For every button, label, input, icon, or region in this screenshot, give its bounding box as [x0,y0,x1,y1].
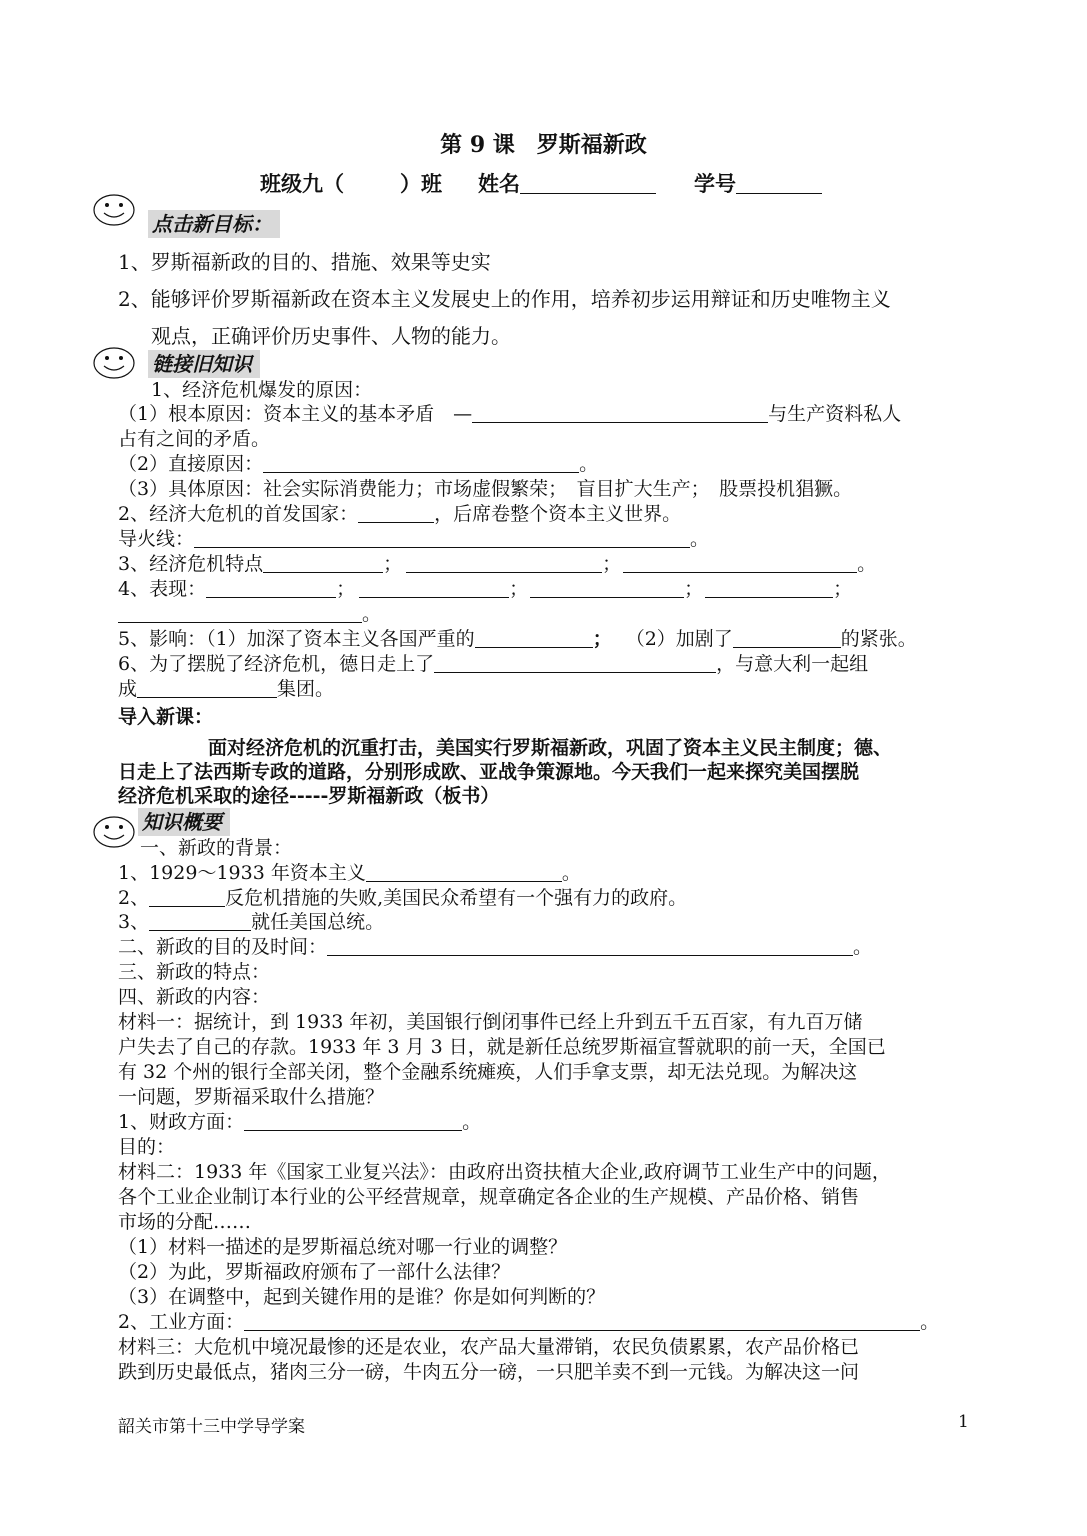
material-1-line-4: 一问题，罗斯福采取什么措施？ [118,1086,385,1108]
material-2-line-1: 材料二：1933 年《国家工业复兴法》：由政府出资扶植大企业,政府调节工业生产中的问题， [118,1161,891,1183]
old-line-7: 导火线： 。 [118,528,710,550]
purpose-line: 目的： [118,1136,176,1158]
material-3-line-1: 材料三：大危机中境况最惨的还是农业，农产品大量滞销，农民负债累累，农产品价格已 [118,1336,860,1358]
fill-blank[interactable] [705,578,833,598]
fill-blank[interactable] [149,911,251,931]
smiley-icon [92,346,136,380]
overview-line-1: 一、新政的背景： [140,837,293,859]
old-line-13: 成 集团。 [118,678,335,700]
page-title: 第 9 课 罗斯福新政 [440,132,647,158]
material-2-line-2: 各个工业企业制订本行业的公平经营规章，规章确定各企业的生产规模、产品价格、销售 [118,1186,860,1208]
goal-item-1: 1、罗斯福新政的目的、措施、效果等史实 [118,250,491,274]
finance-line: 1、财政方面： 。 [118,1111,482,1133]
intro-paragraph-2: 日走上了法西斯专政的道路，分别形成欧、亚战争策源地。今天我们一起来探究美国摆脱 [118,761,860,783]
question-2: （2）为此，罗斯福政府颁布了一部什么法律？ [118,1261,511,1283]
fill-blank[interactable] [244,1311,920,1331]
fill-blank[interactable] [263,553,383,573]
id-label: 学号 [694,171,736,196]
old-line-2: （1）根本原因：资本主义的基本矛盾 — 与生产资料私人 [118,403,902,425]
name-label: 姓名 [478,171,520,196]
material-1-line-1: 材料一：据统计，到 1933 年初，美国银行倒闭事件已经上升到五千五百家，有九百万储 [118,1011,863,1033]
footer-school: 韶关市第十三中学导学案 [118,1417,305,1437]
industry-line: 2、工业方面： 。 [118,1311,940,1333]
smiley-icon [92,193,136,227]
fill-blank[interactable] [406,553,602,573]
class-label: 班级九（ [260,171,344,196]
overview-line-3: 2、 反危机措施的失败,美国民众希望有一个强有力的政府。 [118,887,688,909]
intro-paragraph-1: 面对经济危机的沉重打击，美国实行罗斯福新政，巩固了资本主义民主制度；德、 [208,737,893,759]
overview-line-4: 3、 就任美国总统。 [118,911,385,933]
fill-blank[interactable] [475,628,593,648]
question-1: （1）材料一描述的是罗斯福总统对哪一行业的调整？ [118,1236,568,1258]
old-line-11: 5、影响：（1）加深了资本主义各国严重的 ； （2）加剧了 的紧张。 [118,628,917,650]
material-1-line-3: 有 32 个州的银行全部关闭，整个金融系统瘫痪，人们手拿支票，却无法兑现。为解决这 [118,1061,858,1083]
fill-blank[interactable] [530,578,684,598]
fill-blank[interactable] [194,528,690,548]
old-line-9: 4、表现： ； ； ； ； [118,578,853,600]
old-line-4: （2）直接原因： 。 [118,453,599,475]
question-3: （3）在调整中，起到关键作用的是谁？你是如何判断的？ [118,1286,606,1308]
old-line-6: 2、经济大危机的首发国家： ，后席卷整个资本主义世界。 [118,503,682,525]
page-number: 1 [958,1412,969,1432]
overview-line-6: 三、新政的特点： [118,961,271,983]
old-line-3: 占有之间的矛盾。 [118,428,271,450]
overview-line-7: 四、新政的内容： [118,986,271,1008]
material-1-line-2: 户失去了自己的存款。1933 年 3 月 3 日，就是新任总统罗斯福宣誓就职的前一天，全国已 [118,1036,886,1058]
old-line-8: 3、经济危机特点 ； ； 。 [118,553,877,575]
fill-blank[interactable] [472,403,768,423]
class-suffix: ）班 [400,171,442,196]
intro-paragraph-3: 经济危机采取的途径-----罗斯福新政（板书） [118,785,500,807]
name-blank[interactable] [520,174,656,194]
old-line-5: （3）具体原因：社会实际消费能力；市场虚假繁荣； 盲目扩大生产； 股票投机猖獗。 [118,478,853,500]
fill-blank[interactable] [263,453,579,473]
fill-blank[interactable] [434,653,716,673]
fill-blank[interactable] [149,887,225,907]
fill-blank[interactable] [366,862,562,882]
old-line-10: 。 [118,602,381,626]
section-intro: 导入新课： [118,706,214,728]
material-3-line-2: 跌到历史最低点，猪肉三分一磅，牛肉五分一磅，一只肥羊卖不到一元钱。为解决这一问 [118,1361,860,1383]
section-overview: 知识概要 [138,808,230,836]
fill-blank[interactable] [244,1111,462,1131]
goal-item-2: 2、能够评价罗斯福新政在资本主义发展史上的作用，培养初步运用辩证和历史唯物主义 [118,287,891,311]
fill-blank[interactable] [327,936,853,956]
old-line-12: 6、为了摆脱了经济危机，德日走上了 ，与意大利一起组 [118,653,869,675]
old-line-1: 1、经济危机爆发的原因： [151,379,373,401]
goal-item-2-continued: 观点，正确评价历史事件、人物的能力。 [151,324,511,348]
student-info [260,170,822,198]
overview-line-5: 二、新政的目的及时间： 。 [118,936,873,958]
overview-line-2: 1、1929～1933 年资本主义 。 [118,862,581,884]
fill-blank[interactable] [358,503,434,523]
section-goals: 点击新目标： [148,210,280,238]
fill-blank[interactable] [137,678,277,698]
section-old-knowledge: 链接旧知识 [148,350,260,378]
id-blank[interactable] [736,174,822,194]
material-2-line-3: 市场的分配…… [118,1211,252,1233]
fill-blank[interactable] [733,628,841,648]
fill-blank[interactable] [623,553,857,573]
fill-blank[interactable] [359,578,509,598]
fill-blank[interactable] [118,603,362,623]
fill-blank[interactable] [206,578,336,598]
smiley-icon [92,815,136,849]
